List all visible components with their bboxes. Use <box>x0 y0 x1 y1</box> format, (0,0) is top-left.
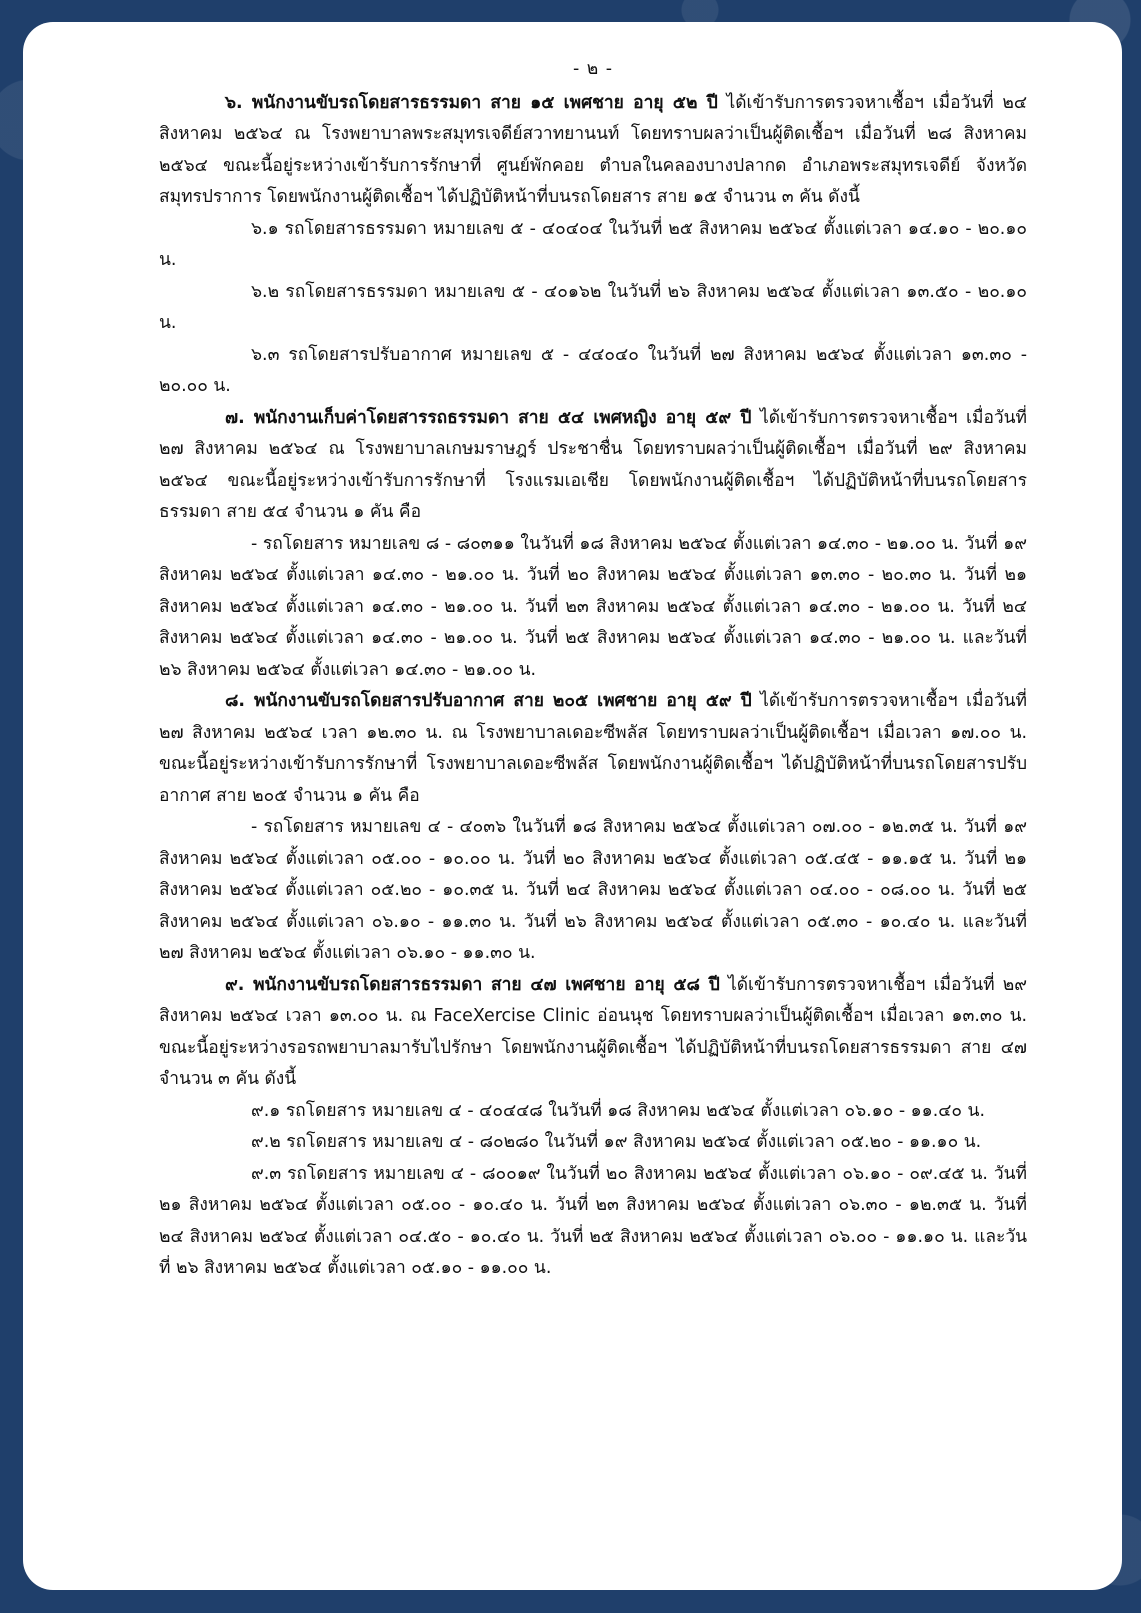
document-page <box>23 22 1122 1590</box>
item-8-paragraph <box>159 686 1027 812</box>
item-8-body: ได้เข้ารับการตรวจหาเชื้อฯ เมื่อวันที่ ๒๗ สิงหาคม ๒๕๖๔ เวลา ๑๒.๓๐ น. ณ โรงพยาบาลเดอะซีพลัส โดยทราบผลว่าเป็นผู้ติดเชื้อฯ เมื่อเวลา ๑๗.๐๐ น. ขณะนี้อยู่ระหว่างเข้ารับการรักษาที่ โรงพยาบาลเดอะซีพลัส โดยพนักงานผู้ติดเชื้อฯ ได้ปฏิบัติหน้าที่บนรถโดยสารปรับอากาศ สาย ๒๐๕ จำนวน ๑ คัน คือ <box>159 691 1028 806</box>
item-7-body: ได้เข้ารับการตรวจหาเชื้อฯ เมื่อวันที่ ๒๗ สิงหาคม ๒๕๖๔ ณ โรงพยาบาลเกษมราษฎร์ ประชาชื่น โดยทราบผลว่าเป็นผู้ติดเชื้อฯ เมื่อวันที่ ๒๙ สิงหาคม ๒๕๖๔ ขณะนี้อยู่ระหว่างเข้ารับการรักษาที่ โรงแรมเอเชีย โดยพนักงานผู้ติดเชื้อฯ ได้ปฏิบัติหน้าที่บนรถโดยสารธรรมดา สาย ๕๔ จำนวน ๑ คัน คือ <box>159 407 1028 522</box>
item-9-paragraph <box>159 970 1027 1096</box>
item-6-2: ๖.๒ รถโดยสารธรรมดา หมายเลข ๕ - ๔๐๑๖๒ ในวันที่ ๒๖ สิงหาคม ๒๕๖๔ ตั้งแต่เวลา ๑๓.๕๐ - ๒๐.๑๐ น. <box>159 281 1027 333</box>
document-content <box>159 54 1027 1285</box>
item-6-3: ๖.๓ รถโดยสารปรับอากาศ หมายเลข ๕ - ๔๔๐๔๐ ในวันที่ ๒๗ สิงหาคม ๒๕๖๔ ตั้งแต่เวลา ๑๓.๓๐ - ๒๐.๐๐ น. <box>159 344 1027 396</box>
item-8-detail: - รถโดยสาร หมายเลข ๔ - ๔๐๓๖ ในวันที่ ๑๘ สิงหาคม ๒๕๖๔ ตั้งแต่เวลา ๐๗.๐๐ - ๑๒.๓๕ น. วันที่ ๑๙ สิงหาคม ๒๕๖๔ ตั้งแต่เวลา ๐๕.๐๐ - ๑๐.๐๐ น. วันที่ ๒๐ สิงหาคม ๒๕๖๔ ตั้งแต่เวลา ๐๕.๔๕ - ๑๑.๑๕ น. วันที่ ๒๑ สิงหาคม ๒๕๖๔ ตั้งแต่เวลา ๐๕.๒๐ - ๑๐.๓๕ น. วันที่ ๒๔ สิงหาคม ๒๕๖๔ ตั้งแต่เวลา ๐๔.๐๐ - ๐๘.๐๐ น. วันที่ ๒๕ สิงหาคม ๒๕๖๔ ตั้งแต่เวลา ๐๖.๑๐ - ๑๑.๓๐ น. วันที่ ๒๖ สิงหาคม ๒๕๖๔ ตั้งแต่เวลา ๐๕.๓๐ - ๑๐.๔๐ น. และวันที่ ๒๗ สิงหาคม ๒๕๖๔ ตั้งแต่เวลา ๐๖.๑๐ - ๑๑.๓๐ น. <box>159 817 1027 963</box>
item-7-detail: - รถโดยสาร หมายเลข ๘ - ๘๐๓๑๑ ในวันที่ ๑๘ สิงหาคม ๒๕๖๔ ตั้งแต่เวลา ๑๔.๓๐ - ๒๑.๐๐ น. วันที่ ๑๙ สิงหาคม ๒๕๖๔ ตั้งแต่เวลา ๑๔.๓๐ - ๒๑.๐๐ น. วันที่ ๒๐ สิงหาคม ๒๕๖๔ ตั้งแต่เวลา ๑๓.๓๐ - ๒๐.๓๐ น. วันที่ ๒๑ สิงหาคม ๒๕๖๔ ตั้งแต่เวลา ๑๔.๓๐ - ๒๑.๐๐ น. วันที่ ๒๓ สิงหาคม ๒๕๖๔ ตั้งแต่เวลา ๑๔.๓๐ - ๒๑.๐๐ น. วันที่ ๒๔ สิงหาคม ๒๕๖๔ ตั้งแต่เวลา ๑๔.๓๐ - ๒๑.๐๐ น. วันที่ ๒๕ สิงหาคม ๒๕๖๔ ตั้งแต่เวลา ๑๔.๓๐ - ๒๑.๐๐ น. และวันที่ ๒๖ สิงหาคม ๒๕๖๔ ตั้งแต่เวลา ๑๔.๓๐ - ๒๑.๐๐ น. <box>159 533 1027 680</box>
item-9-1: ๙.๑ รถโดยสาร หมายเลข ๔ - ๔๐๔๔๘ ในวันที่ ๑๘ สิงหาคม ๒๕๖๔ ตั้งแต่เวลา ๐๖.๑๐ - ๑๑.๔๐ น. <box>251 1100 985 1121</box>
item-6-1: ๖.๑ รถโดยสารธรรมดา หมายเลข ๕ - ๔๐๔๐๔ ในวันที่ ๒๕ สิงหาคม ๒๕๖๔ ตั้งแต่เวลา ๑๔.๑๐ - ๒๐.๑๐ น. <box>159 218 1027 270</box>
item-7-paragraph <box>159 403 1027 529</box>
item-8-heading: ๘. พนักงานขับรถโดยสารปรับอากาศ สาย ๒๐๕ เพศชาย อายุ ๕๙ ปี <box>225 691 752 711</box>
item-9-3: ๙.๓ รถโดยสาร หมายเลข ๔ - ๘๐๐๑๙ ในวันที่ ๒๐ สิงหาคม ๒๕๖๔ ตั้งแต่เวลา ๐๖.๑๐ - ๐๙.๔๕ น. วันที่ ๒๑ สิงหาคม ๒๕๖๔ ตั้งแต่เวลา ๐๕.๐๐ - ๑๐.๔๐ น. วันที่ ๒๓ สิงหาคม ๒๕๖๔ ตั้งแต่เวลา ๐๖.๓๐ - ๑๒.๓๕ น. วันที่ ๒๔ สิงหาคม ๒๕๖๔ ตั้งแต่เวลา ๐๔.๕๐ - ๑๐.๔๐ น. วันที่ ๒๕ สิงหาคม ๒๕๖๔ ตั้งแต่เวลา ๐๖.๐๐ - ๑๑.๑๐ น. และวันที่ ๒๖ สิงหาคม ๒๕๖๔ ตั้งแต่เวลา ๐๕.๑๐ - ๑๑.๐๐ น. <box>159 1163 1027 1278</box>
item-9-heading: ๙. พนักงานขับรถโดยสารธรรมดา สาย ๔๗ เพศชาย อายุ ๕๘ ปี <box>225 974 720 995</box>
page-number: - ๒ - <box>572 59 614 79</box>
item-6-heading: ๖. พนักงานขับรถโดยสารธรรมดา สาย ๑๕ เพศชาย อายุ ๕๒ ปี <box>225 92 718 113</box>
item-7-heading: ๗. พนักงานเก็บค่าโดยสารรถธรรมดา สาย ๕๔ เพศหญิง อายุ ๕๙ ปี <box>225 407 752 428</box>
item-9-body: ได้เข้ารับการตรวจหาเชื้อฯ เมื่อวันที่ ๒๙ สิงหาคม ๒๕๖๔ เวลา ๑๓.๐๐ น. ณ FaceXercise Clinic อ่อนนุช โดยทราบผลว่าเป็นผู้ติดเชื้อฯ เมื่อเวลา ๑๓.๓๐ น. ขณะนี้อยู่ระหว่างรอรถพยาบาลมารับไปรักษา โดยพนักงานผู้ติดเชื้อฯ ได้ปฏิบัติหน้าที่บนรถโดยสารธรรมดา สาย ๔๗ จำนวน ๓ คัน ดังนี้ <box>159 974 1027 1089</box>
item-6-paragraph <box>159 88 1027 214</box>
item-6-body: ได้เข้ารับการตรวจหาเชื้อฯ เมื่อวันที่ ๒๔ สิงหาคม ๒๕๖๔ ณ โรงพยาบาลพระสมุทรเจดีย์สวาทยานนท์ โดยทราบผลว่าเป็นผู้ติดเชื้อฯ เมื่อวันที่ ๒๘ สิงหาคม ๒๕๖๔ ขณะนี้อยู่ระหว่างเข้ารับการรักษาที่ ศูนย์พักคอย ตำบลในคลองบางปลากด อำเภอพระสมุทรเจดีย์ จังหวัดสมุทรปราการ โดยพนักงานผู้ติดเชื้อฯ ได้ปฏิบัติหน้าที่บนรถโดยสาร สาย ๑๕ จำนวน ๓ คัน ดังนี้ <box>159 92 1027 207</box>
item-9-2: ๙.๒ รถโดยสาร หมายเลข ๔ - ๘๐๒๘๐ ในวันที่ ๑๙ สิงหาคม ๒๕๖๔ ตั้งแต่เวลา ๐๕.๒๐ - ๑๑.๑๐ น. <box>251 1132 982 1152</box>
